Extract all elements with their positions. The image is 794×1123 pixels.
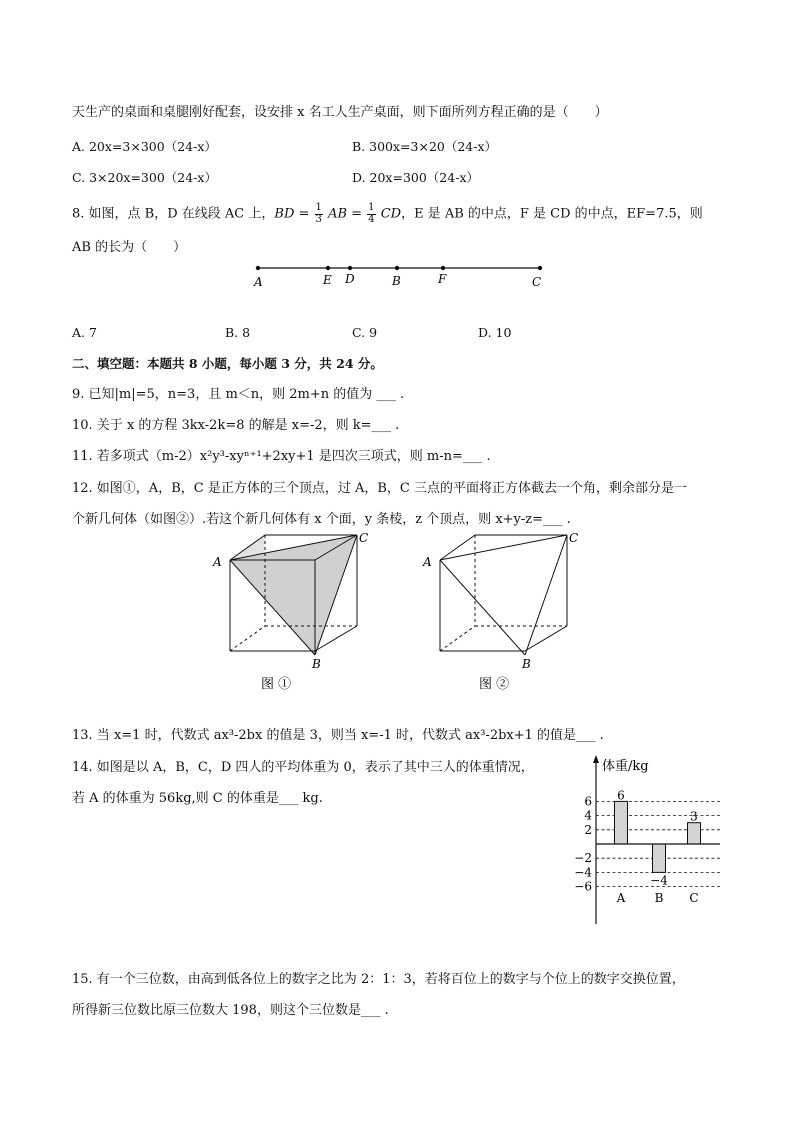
q8-frac2-den: 4 (368, 213, 375, 225)
edge (440, 535, 567, 560)
point-d-label: D (345, 272, 355, 286)
point-d-dot (348, 266, 352, 270)
bar-a (615, 801, 628, 844)
fig2-vertex-c: C (569, 531, 579, 545)
y-tick-label: 4 (584, 808, 592, 823)
fig1-vertex-b: B (312, 657, 321, 671)
y-tick-label: −4 (574, 865, 592, 880)
y-tick-label: −2 (574, 851, 592, 866)
point-c-label: C (532, 275, 542, 289)
bar-b (653, 844, 666, 872)
fig2-caption: 图 ② (479, 677, 510, 692)
q8-option-d: D. 10 (478, 325, 512, 340)
bar-data-label: 3 (690, 809, 698, 824)
q8-part2: ，E 是 AB 的中点，F 是 CD 的中点，EF=7.5，则 (401, 206, 703, 222)
point-a-label: A (254, 275, 263, 289)
q14-line2: 若 A 的体重为 56kg,则 C 的体重是___ kg. (72, 791, 323, 806)
q8-part1: 8. 如图，点 B，D 在线段 AC 上， (72, 206, 275, 222)
q9: 9. 已知|m|=5，n=3，且 m＜n，则 2m+n 的值为 ___ . (72, 387, 405, 402)
q8-formula-cd: CD (380, 206, 402, 222)
point-f-dot (441, 266, 445, 270)
hidden-edge (230, 626, 265, 651)
q15-line1: 15. 有一个三位数，由高到低各位上的数字之比为 2：1：3，若将百位上的数字与个位上的数字交换位置， (72, 972, 685, 987)
q8-formula-ab: AB = (328, 206, 363, 222)
fig2-vertex-a: A (423, 555, 432, 569)
q15-line2: 所得新三位数比原三位数大 198，则这个三位数是___ . (72, 1003, 389, 1018)
bar-data-label: 6 (617, 788, 625, 803)
fig1-vertex-a: A (213, 555, 222, 569)
chart-bars (615, 788, 701, 905)
q7-option-d: D. 20x=300（24-x） (352, 170, 479, 185)
fig1-vertex-c: C (359, 531, 369, 545)
fig2-vertex-b: B (522, 657, 531, 671)
y-axis-label: 体重/kg (602, 759, 649, 774)
chart-ticks (574, 794, 592, 893)
q8-option-b: B. 8 (225, 325, 251, 340)
bar-data-label: −4 (650, 873, 668, 888)
point-c-dot (538, 266, 542, 270)
q7-stem: 天生产的桌面和桌腿刚好配套，设安排 x 名工人生产桌面，则下面所列方程正确的是（ ） (72, 105, 608, 120)
q8-fraction-one-third (315, 203, 323, 225)
q12-line1: 12. 如图①，A，B，C 是正方体的三个顶点，过 A，B，C 三点的平面将正方体截去一个角，剩余部分是一 (72, 481, 687, 496)
q8-stem-line1 (72, 203, 703, 225)
q11: 11. 若多项式（m-2）x²y³-xyⁿ⁺¹+2xy+1 是四次三项式，则 m-n=___ . (72, 449, 491, 464)
x-category-label: A (616, 891, 626, 905)
q8-formula-bd: BD = (274, 206, 310, 222)
point-f-label: F (438, 272, 447, 286)
q8-frac1-num: 1 (315, 202, 322, 213)
q8-fraction-one-fourth (367, 203, 375, 225)
point-b-dot (395, 266, 399, 270)
q13: 13. 当 x=1 时，代数式 ax³-2bx 的值是 3，则当 x=-1 时，代数式 ax³-2bx+1 的值是___ . (72, 728, 604, 743)
q8-option-a: A. 7 (72, 325, 97, 340)
q8-stem-line2: AB 的长为（ ） (72, 240, 187, 255)
q8-frac2-num: 1 (368, 202, 375, 213)
x-category-label: B (654, 891, 664, 905)
point-b-label: B (392, 274, 401, 288)
edge (440, 560, 525, 655)
q12-figure-2-solid (415, 528, 585, 693)
fig1-caption: 图 ① (261, 677, 292, 692)
point-e-label: E (323, 273, 332, 287)
y-axis-arrow (593, 755, 599, 763)
point-e-dot (326, 266, 330, 270)
x-category-label: C (689, 891, 699, 905)
q14-weight-bar-chart (560, 752, 730, 930)
q14-line1: 14. 如图是以 A，B，C，D 四人的平均体重为 0，表示了其中三人的体重情况， (72, 760, 534, 775)
q12-figure-1-cube (205, 528, 375, 693)
q7-option-a: A. 20x=3×300（24-x） (72, 139, 217, 154)
y-tick-label: −6 (574, 879, 592, 894)
section-2-heading: 二、填空题：本题共 8 小题，每小题 3 分，共 24 分。 (72, 356, 383, 371)
y-tick-label: 2 (584, 822, 592, 837)
q7-option-c: C. 3×20x=300（24-x） (72, 170, 217, 185)
q8-frac1-den: 3 (315, 213, 322, 225)
hidden-edge (440, 626, 475, 651)
q12-line2: 个新几何体（如图②）.若这个新几何体有 x 个面，y 条棱，z 个顶点，则 x+y-z=___ . (72, 512, 571, 527)
edge (525, 535, 567, 655)
q8-line-segment-figure (240, 258, 560, 292)
point-a-dot (256, 266, 260, 270)
q7-option-b: B. 300x=3×20（24-x） (352, 139, 498, 154)
y-tick-label: 6 (584, 794, 592, 809)
bar-c (688, 823, 701, 844)
q8-option-c: C. 9 (352, 325, 378, 340)
q10: 10. 关于 x 的方程 3kx-2k=8 的解是 x=-2，则 k=___ . (72, 418, 400, 433)
